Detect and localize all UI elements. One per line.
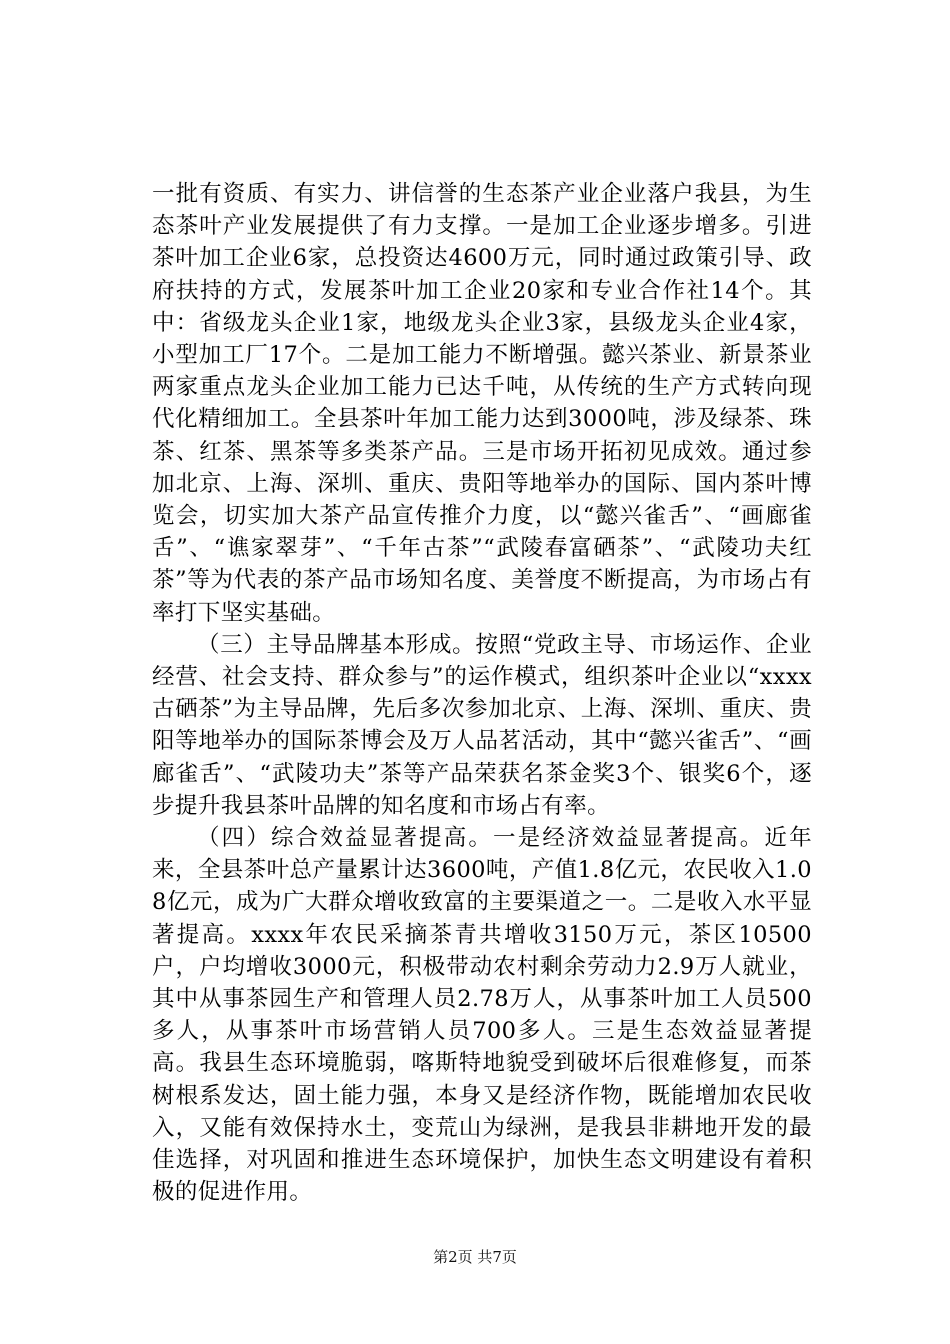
page-number-footer: 第2页 共7页 — [433, 1248, 517, 1266]
paragraph-brand: （三）主导品牌基本形成。按照“党政主导、市场运作、企业经营、社会支持、群众参与”的运作模式，组织茶叶企业以“xxxx古硒茶”为主导品牌，先后多次参加北京、上海、深圳、重庆、贵阳等地举办的国际茶博会及万人品茗活动，其中“懿兴雀舌”、“画廊雀舌”、“武陵功夫”茶等产品荣获名茶金奖3个、银奖6个，逐步提升我县茶叶品牌的知名度和市场占有率。 — [152, 631, 812, 819]
paragraph-benefits: （四）综合效益显著提高。一是经济效益显著提高。近年来，全县茶叶总产量累计达3600吨，产值1.8亿元，农民收入1.08亿元，成为广大群众增收致富的主要渠道之一。二是收入水平显著提高。xxxx年农民采摘茶青共增收3150万元，茶区10500户，户均增收3000元，积极带动农村剩余劳动力2.9万人就业，其中从事茶园生产和管理人员2.78万人，从事茶叶加工人员500多人，从事茶叶市场营销人员700多人。三是生态效益显著提高。我县生态环境脆弱，喀斯特地貌受到破坏后很难修复，而茶树根系发达，固土能力强，本身又是经济作物，既能增加农民收入，又能有效保持水土，变荒山为绿洲，是我县非耕地开发的最佳选择，对巩固和推进生态环境保护，加快生态文明建设有着积极的促进作用。 — [152, 825, 812, 1206]
document-body — [152, 178, 812, 1209]
paragraph-enterprises: 一批有资质、有实力、讲信誉的生态茶产业企业落户我县，为生态茶叶产业发展提供了有力支撑。一是加工企业逐步增多。引进茶叶加工企业6家，总投资达4600万元，同时通过政策引导、政府扶持的方式，发展茶叶加工企业20家和专业合作社14个。其中：省级龙头企业1家，地级龙头企业3家，县级龙头企业4家，小型加工厂17个。二是加工能力不断增强。懿兴茶业、新景茶业两家重点龙头企业加工能力已达千吨，从传统的生产方式转向现代化精细加工。全县茶叶年加工能力达到3000吨，涉及绿茶、珠茶、红茶、黑茶等多类茶产品。三是市场开拓初见成效。通过参加北京、上海、深圳、重庆、贵阳等地举办的国际、国内茶叶博览会，切实加大茶产品宣传推介力度，以“懿兴雀舌”、“画廊雀舌”、“谯家翠芽”、“千年古茶”“武陵春富硒茶”、“武陵功夫红茶”等为代表的茶产品市场知名度、美誉度不断提高，为市场占有率打下坚实基础。 — [152, 181, 812, 626]
